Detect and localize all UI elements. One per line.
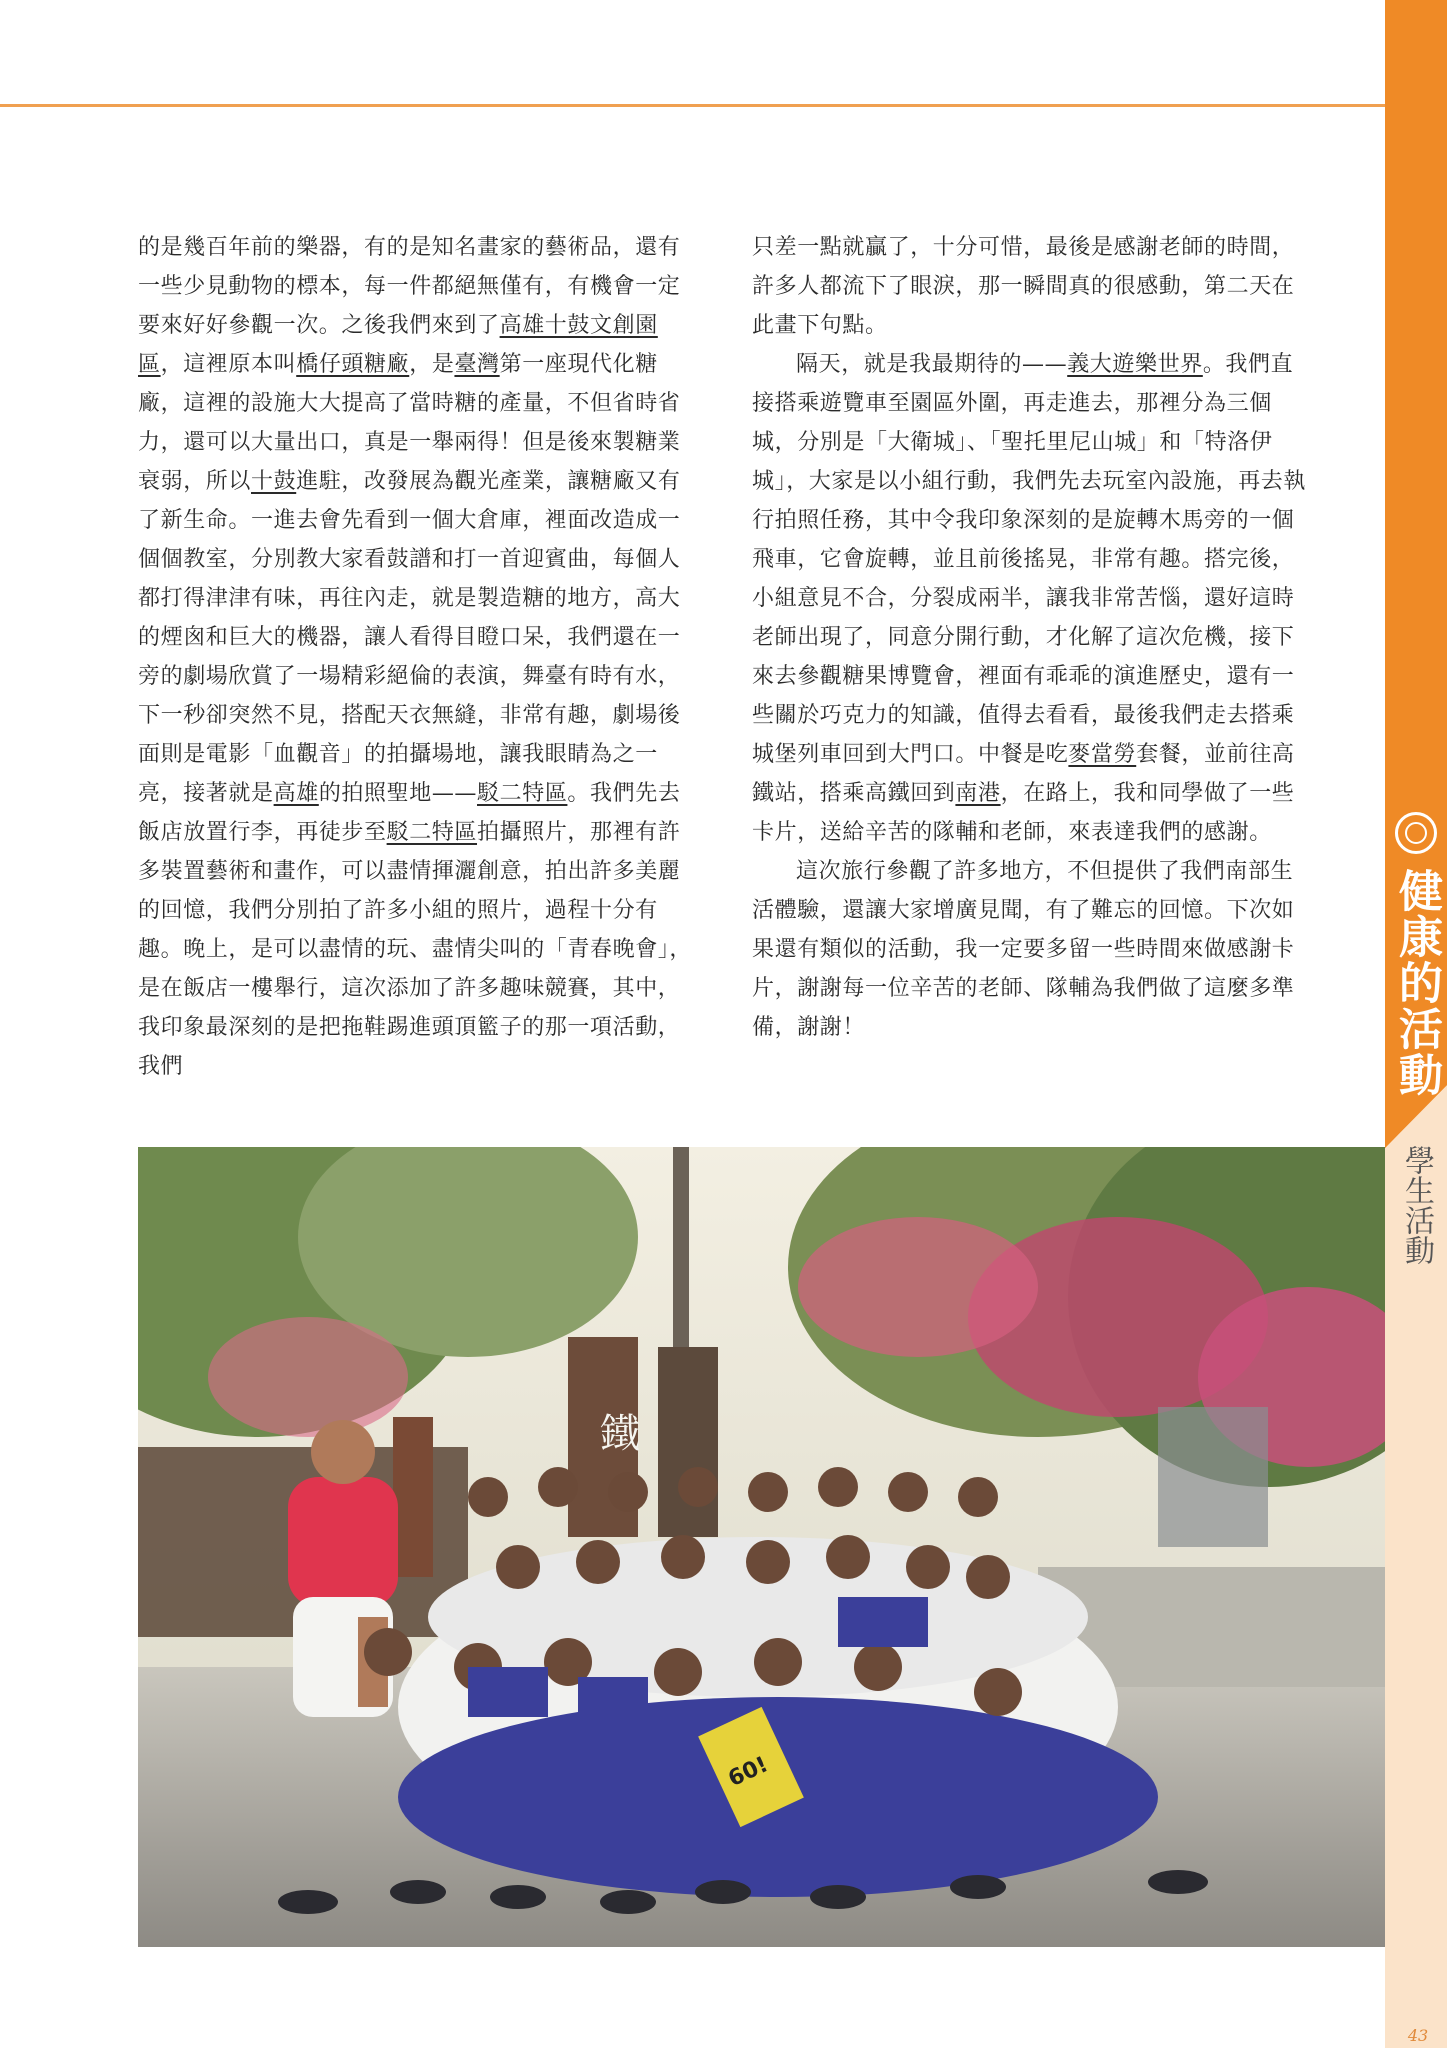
group-photo — [138, 1147, 1385, 1947]
place-name: 橋仔頭糖廠 — [296, 352, 410, 377]
text-run: 的拍照聖地—— — [318, 781, 478, 806]
place-name: 駁二特區 — [477, 781, 568, 806]
text-run: ，在路上，我和同學做了一些卡片，送給辛苦的隊輔和老師，來表達我們的感謝。 — [752, 781, 1295, 845]
emblem-inner-ring — [1405, 822, 1427, 844]
school-emblem-icon — [1395, 812, 1437, 854]
text-run: 進駐，改發展為觀光產業，讓糖廠又有了新生命。一進去會先看到一個大倉庫，裡面改造成一個個教室，分別教大家看鼓譜和打一首迎賓曲，每個人都打得津津有味，再往內走，就是製造糖的地方，高大的煙囪和巨大的機器，讓人看得目瞪口呆，我們還在一旁的劇場欣賞了一場精彩絕倫的表演，舞臺有時有水，下一秒卻突然不見，搭配天衣無縫，非常有趣，劇場後面則是電影「血觀音」的拍攝場地，讓我眼睛為之一亮，接著就是 — [138, 469, 681, 806]
section-subtitle: 學生活動 — [1399, 1145, 1434, 1265]
place-name: 高雄 — [273, 781, 319, 806]
place-name: 麥當勞 — [1068, 742, 1137, 767]
photo-sign-text: 鐵 — [600, 1411, 640, 1457]
place-name: 高雄十鼓文創園區 — [138, 313, 658, 377]
text-run: 套餐，並前往高鐵站，搭乘高鐵回到 — [752, 742, 1295, 806]
text-run: 這次旅行參觀了許多地方，不但提供了我們南部生活體驗，還讓大家增廣見聞，有了難忘的回憶。下次如果還有類似的活動，我一定要多留一些時間來做感謝卡片，謝謝每一位辛苦的老師、隊輔為我們做了這麼多準備，謝謝！ — [752, 859, 1295, 1040]
text-run: 的是幾百年前的樂器，有的是知名畫家的藝術品，還有一些少見動物的標本，每一件都絕無僅有，有機會一定要來好好參觀一次。之後我們來到了 — [138, 235, 681, 338]
text-run: 第一座現代化糖廠，這裡的設施大大提高了當時糖的產量，不但省時省力，還可以大量出口，真是一舉兩得！但是後來製糖業衰弱，所以 — [138, 352, 681, 494]
text-run: 拍攝照片，那裡有許多裝置藝術和畫作，可以盡情揮灑創意，拍出許多美麗的回憶，我們分別拍了許多小組的照片，過程十分有趣。晚上，是可以盡情的玩、盡情尖叫的「青春晚會」，是在飯店一樓舉行，這次添加了許多趣味競賽，其中，我印象最深刻的是把拖鞋踢進頭頂籃子的那一項活動，我們 — [138, 820, 693, 1079]
text-run: 。我們先去飯店放置行李，再徒步至 — [138, 781, 681, 845]
text-run: 。我們直接搭乘遊覽車至園區外圍，再走進去，那裡分為三個城，分別是「大衛城」、「聖托里尼山城」和「特洛伊城」，大家是以小組行動，我們先去玩室內設施，再去執行拍照任務，其中令我印象深刻的是旋轉木馬旁的一個飛車，它會旋轉，並且前後搖晃，非常有趣。搭完後，小組意見不合，分裂成兩半，讓我非常苦惱，還好這時老師出現了，同意分開行動，才化解了這次危機，接下來去參觀糖果博覽會，裡面有乖乖的演進歷史，還有一些關於巧克力的知識，值得去看看，最後我們走去搭乘城堡列車回到大門口。中餐是吃 — [752, 352, 1307, 767]
place-name: 南港 — [955, 781, 1001, 806]
article-paragraph — [752, 228, 1312, 345]
article-paragraph — [752, 345, 1312, 852]
article-paragraph — [752, 852, 1312, 1047]
place-name: 臺灣 — [454, 352, 500, 377]
photo-card-text: 60! — [724, 1752, 772, 1793]
text-run: ，是 — [409, 352, 455, 377]
page-number: 43 — [1407, 2026, 1429, 2045]
top-rule — [0, 104, 1385, 107]
article-column-left — [138, 228, 698, 1086]
article-column-right — [752, 228, 1312, 1047]
place-name: 義大遊樂世界 — [1067, 352, 1203, 377]
article-paragraph — [138, 228, 698, 1086]
place-name: 駁二特區 — [386, 820, 478, 845]
text-run: ，這裡原本叫 — [160, 352, 297, 377]
text-run: 只差一點就贏了，十分可惜，最後是感謝老師的時間，許多人都流下了眼淚，那一瞬間真的很感動，第二天在此畫下句點。 — [752, 235, 1295, 338]
group-photo-image — [138, 1147, 1385, 1947]
section-title: 健康的活動 — [1391, 868, 1442, 1098]
place-name: 十鼓 — [251, 469, 297, 494]
text-run: 隔天，就是我最期待的—— — [796, 352, 1068, 377]
